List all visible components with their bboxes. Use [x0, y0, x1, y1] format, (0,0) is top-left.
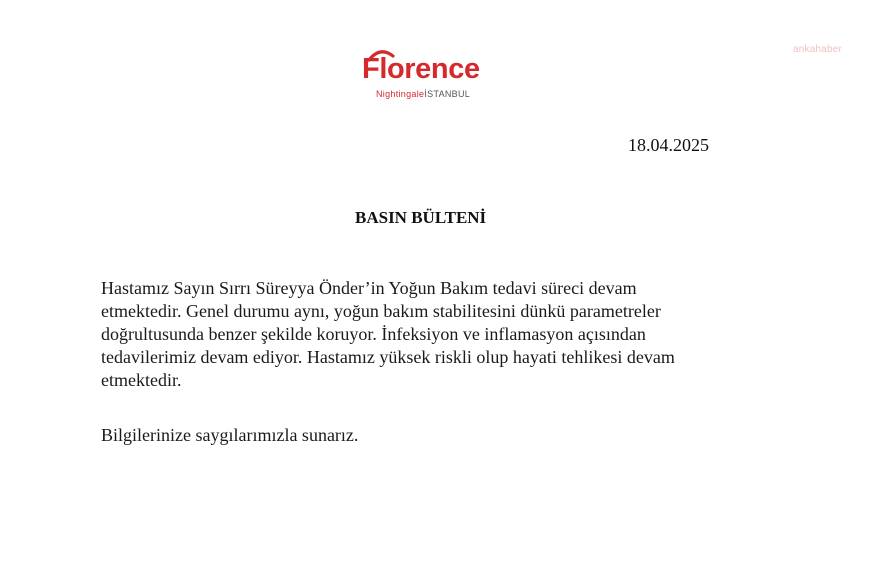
body-line: doğrultusunda benzer şekilde koruyor. İnfeksiyon ve inflamasyon açısından	[101, 324, 646, 344]
body-line: tedavilerimiz devam ediyor. Hastamız yüksek riskli olup hayati tehlikesi devam	[101, 347, 675, 367]
body-line: etmektedir. Genel durumu aynı, yoğun bakım stabilitesini dünkü parametreler	[101, 301, 661, 321]
closing-sentence: Bilgilerinize saygılarımızla sunarız.	[101, 425, 359, 445]
logo-subtitle-nightingale: Nightingale	[376, 89, 425, 99]
body-line: etmektedir.	[101, 370, 182, 390]
logo-wordmark: Florence	[362, 53, 480, 85]
document-heading: BASIN BÜLTENİ	[355, 208, 487, 227]
logo-subtitle-istanbul: İSTANBUL	[424, 89, 471, 99]
body-paragraph	[101, 277, 761, 392]
logo-subtitle	[376, 88, 470, 100]
body-line: Hastamız Sayın Sırrı Süreyya Önder’in Yoğun Bakım tedavi süreci devam	[101, 278, 637, 298]
document-date: 18.04.2025	[628, 135, 709, 155]
news-agency-watermark: ankahaber	[793, 44, 843, 55]
florence-nightingale-logo	[362, 48, 512, 104]
